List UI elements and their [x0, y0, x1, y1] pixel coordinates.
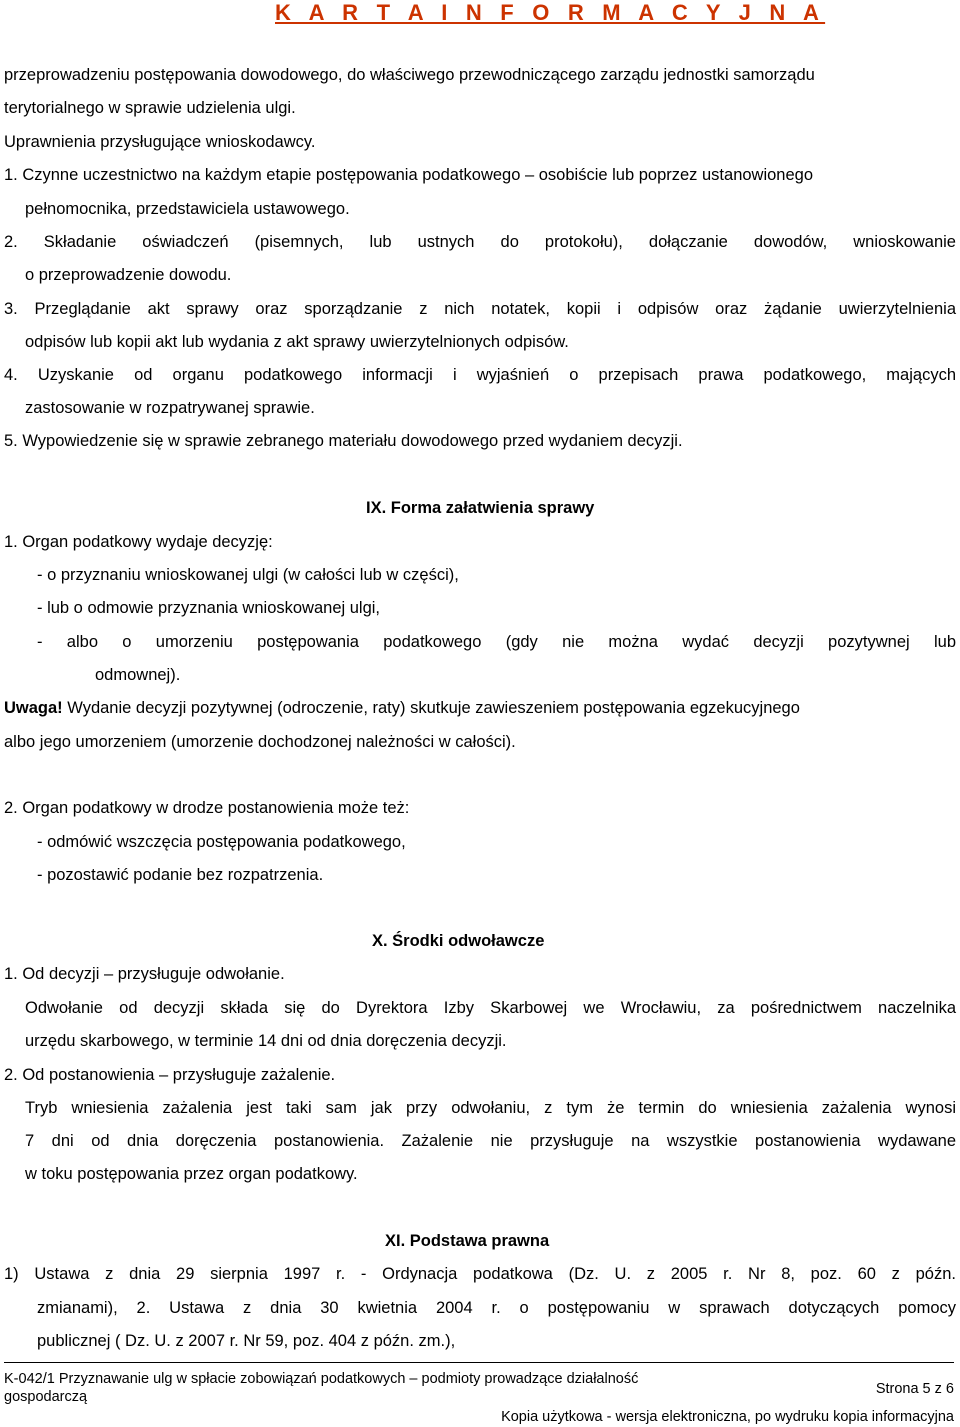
- rights-heading: Uprawnienia przysługujące wnioskodawcy.: [4, 133, 316, 151]
- uwaga-text: Wydanie decyzji pozytywnej (odroczenie, raty) skutkuje zawieszeniem postępowania egzekucyjnego: [62, 699, 800, 717]
- section-ix-bullet-1: - o przyznaniu wnioskowanej ulgi (w całości lub w części),: [37, 566, 459, 584]
- uwaga-line-1: [4, 698, 800, 718]
- section-ix-bullet2-1: - odmówić wszczęcia postępowania podatkowego,: [37, 833, 406, 851]
- intro-line-2: terytorialnego w sprawie udzielenia ulgi.: [4, 99, 296, 117]
- section-xi-line-2: zmianami), 2. Ustawa z dnia 30 kwietnia 2004 r. o postępowaniu w sprawach dotyczących pomocy: [37, 1299, 956, 1317]
- footer-page-number: Strona 5 z 6: [875, 1381, 954, 1397]
- right-2-line-1: 2. Składanie oświadczeń (pisemnych, lub ustnych do protokołu), dołączanie dowodów, wnioskowanie: [4, 233, 956, 251]
- footer-copy-note: Kopia użytkowa - wersja elektroniczna, po wydruku kopia informacyjna: [501, 1409, 954, 1425]
- page-header-title: K A R T A I N F O R M A C Y J N A: [275, 0, 826, 25]
- intro-line-1: przeprowadzeniu postępowania dowodowego, do właściwego przewodniczącego zarządu jednostki samorządu: [4, 66, 815, 84]
- right-2-line-2: o przeprowadzenie dowodu.: [25, 266, 232, 284]
- section-x-heading: X. Środki odwoławcze: [372, 932, 545, 950]
- section-ix-heading: IX. Forma załatwienia sprawy: [366, 499, 595, 517]
- right-1-line-2: pełnomocnika, przedstawiciela ustawowego.: [25, 200, 350, 218]
- right-5-line-1: 5. Wypowiedzenie się w sprawie zebranego materiału dowodowego przed wydaniem decyzji.: [4, 432, 683, 450]
- uwaga-line-2: albo jego umorzeniem (umorzenie dochodzonej należności w całości).: [4, 733, 516, 751]
- section-xi-heading: XI. Podstawa prawna: [385, 1232, 550, 1250]
- uwaga-label: Uwaga!: [4, 699, 63, 717]
- footer-doc-line-1: K-042/1 Przyznawanie ulg w spłacie zobowiązań podatkowych – podmioty prowadzące działalność: [4, 1371, 639, 1387]
- right-4-line-1: 4. Uzyskanie od organu podatkowego informacji i wyjaśnień o przepisach prawa podatkowego, mających: [4, 366, 956, 384]
- footer-divider: [4, 1362, 954, 1363]
- section-xi-line-3: publicznej ( Dz. U. z 2007 r. Nr 59, poz. 404 z późn. zm.),: [37, 1332, 456, 1350]
- right-3-line-2: odpisów lub kopii akt lub wydania z akt sprawy uwierzytelnionych odpisów.: [25, 333, 569, 351]
- section-ix-bullet-2: - lub o odmowie przyznania wnioskowanej ulgi,: [37, 599, 381, 617]
- section-ix-item-1: 1. Organ podatkowy wydaje decyzję:: [4, 533, 273, 551]
- right-3-line-1: 3. Przeglądanie akt sprawy oraz sporządzanie z nich notatek, kopii i odpisów oraz żądanie uwierzytelnienia: [4, 300, 956, 318]
- section-x-item-1-text-2: urzędu skarbowego, w terminie 14 dni od dnia doręczenia decyzji.: [25, 1032, 507, 1050]
- section-x-item-2-text-2: 7 dni od dnia doręczenia postanowienia. Zażalenie nie przysługuje na wszystkie postanowienia wydawane: [25, 1132, 956, 1150]
- section-ix-item-2: 2. Organ podatkowy w drodze postanowienia może też:: [4, 799, 410, 817]
- section-x-item-2: 2. Od postanowienia – przysługuje zażalenie.: [4, 1066, 336, 1084]
- section-ix-bullet-3-cont: odmownej).: [95, 666, 181, 684]
- section-x-item-2-text-1: Tryb wniesienia zażalenia jest taki sam jak przy odwołaniu, z tym że termin do wniesienia zażalenia wynosi: [25, 1099, 956, 1117]
- section-ix-bullet2-2: - pozostawić podanie bez rozpatrzenia.: [37, 866, 324, 884]
- footer-doc-line-2: gospodarczą: [4, 1389, 88, 1405]
- right-4-line-2: zastosowanie w rozpatrywanej sprawie.: [25, 399, 315, 417]
- section-x-item-2-text-3: w toku postępowania przez organ podatkowy.: [25, 1165, 358, 1183]
- section-xi-line-1: 1) Ustawa z dnia 29 sierpnia 1997 r. - Ordynacja podatkowa (Dz. U. z 2005 r. Nr 8, poz. 60 z późn.: [4, 1265, 956, 1283]
- section-x-item-1: 1. Od decyzji – przysługuje odwołanie.: [4, 965, 285, 983]
- section-ix-bullet-3: - albo o umorzeniu postępowania podatkowego (gdy nie można wydać decyzji pozytywnej lub: [37, 633, 956, 651]
- right-1-line-1: 1. Czynne uczestnictwo na każdym etapie postępowania podatkowego – osobiście lub poprzez ustanowionego: [4, 166, 814, 184]
- section-x-item-1-text-1: Odwołanie od decyzji składa się do Dyrektora Izby Skarbowej we Wrocławiu, za pośrednictwem naczelnika: [25, 999, 956, 1017]
